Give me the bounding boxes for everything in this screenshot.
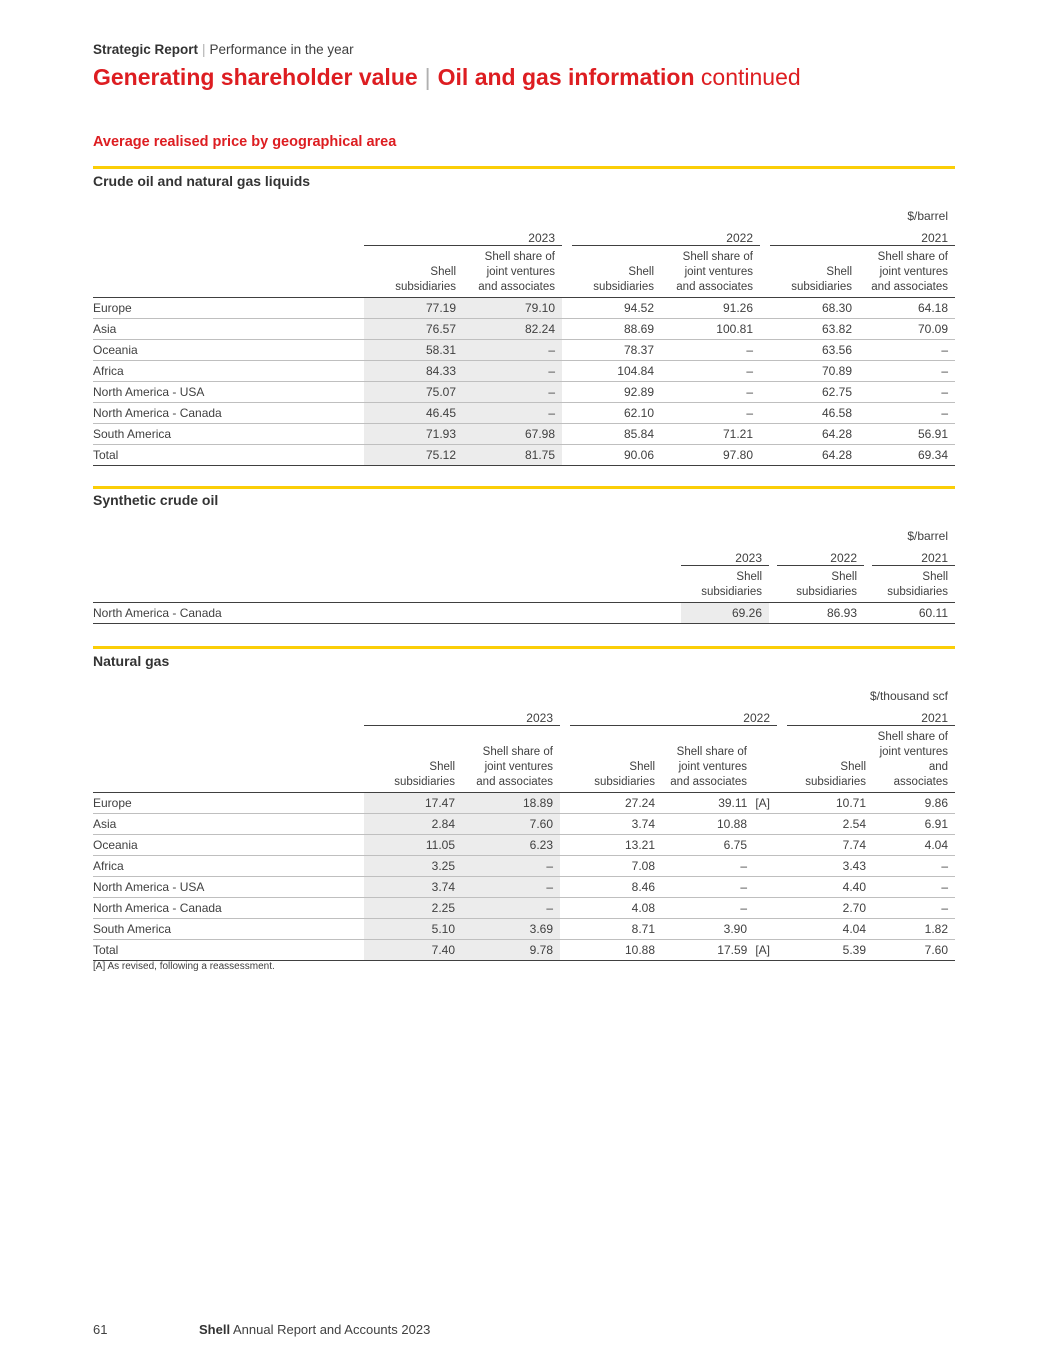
gas-table-title: Natural gas — [93, 653, 170, 669]
cell-value: 4.04 — [873, 835, 955, 856]
row-label: Asia — [93, 319, 364, 340]
cell-value: 62.10 — [572, 403, 661, 424]
cell-value: 2.25 — [364, 898, 462, 919]
cell-value: 7.60 — [873, 940, 955, 961]
table-row — [93, 340, 955, 361]
page-title-part2: Oil and gas information — [437, 64, 695, 90]
cell-value: 79.10 — [463, 298, 562, 319]
cell-value: 7.40 — [364, 940, 462, 961]
cell-value: 17.47 — [364, 793, 462, 814]
cell-value: 3.43 — [787, 856, 873, 877]
column-header: Shell subsidiaries — [364, 726, 462, 793]
cell-value: 56.91 — [859, 424, 955, 445]
cell-value: 10.71 — [787, 793, 873, 814]
table-row — [93, 319, 955, 340]
cell-value: 91.26 — [661, 298, 760, 319]
cell-value: 100.81 — [661, 319, 760, 340]
unit-label: $/thousand scf — [869, 689, 948, 703]
table-row — [93, 898, 955, 919]
cell-value: 3.74 — [364, 877, 462, 898]
cell-value: – — [662, 898, 777, 919]
cell-value: 58.31 — [364, 340, 463, 361]
cell-value: 2.84 — [364, 814, 462, 835]
table-row — [93, 835, 955, 856]
cell-value: 76.57 — [364, 319, 463, 340]
cell-value: – — [462, 877, 560, 898]
cell-value: 10.88 — [662, 814, 777, 835]
cell-value: 7.74 — [787, 835, 873, 856]
cell-value: 4.04 — [787, 919, 873, 940]
cell-value: 90.06 — [572, 445, 661, 466]
cell-value: 5.39 — [787, 940, 873, 961]
row-label: North America - Canada — [93, 898, 364, 919]
cell-value: – — [463, 382, 562, 403]
column-header: Shell share of joint ventures and associates — [859, 246, 955, 298]
year-header: 2022 — [570, 703, 777, 726]
cell-value: 62.75 — [770, 382, 859, 403]
table-row — [93, 361, 955, 382]
cell-value: – — [873, 856, 955, 877]
footer-brand: Shell — [199, 1322, 231, 1337]
column-header: Shell subsidiaries — [681, 566, 769, 603]
column-header: Shell subsidiaries — [770, 246, 859, 298]
row-label: Europe — [93, 793, 364, 814]
cell-value: 9.78 — [462, 940, 560, 961]
synthetic-crude-table — [93, 521, 955, 624]
cell-value: – — [661, 340, 760, 361]
cell-value: 68.30 — [770, 298, 859, 319]
cell-value: 78.37 — [572, 340, 661, 361]
footnote: [A] As revised, following a reassessment. — [93, 961, 275, 972]
footnote-flag: [A] — [755, 796, 770, 810]
cell-value: 60.11 — [872, 603, 955, 624]
table-row — [93, 919, 955, 940]
cell-value: 69.34 — [859, 445, 955, 466]
page-title-suffix: continued — [700, 64, 801, 90]
year-header: 2023 — [681, 543, 769, 566]
breadcrumb-section: Strategic Report — [93, 42, 199, 57]
page-title-part1: Generating shareholder value — [93, 64, 418, 90]
cell-value: 86.93 — [777, 603, 864, 624]
column-header: Shell share of joint ventures and associates — [661, 246, 760, 298]
table-divider — [93, 486, 955, 489]
cell-value: – — [859, 340, 955, 361]
cell-value: 70.89 — [770, 361, 859, 382]
year-header: 2023 — [364, 703, 560, 726]
section-title: Average realised price by geographical area — [93, 134, 397, 150]
cell-value: 11.05 — [364, 835, 462, 856]
column-header: Shell subsidiaries — [777, 566, 864, 603]
cell-value: 77.19 — [364, 298, 463, 319]
cell-value: 67.98 — [463, 424, 562, 445]
column-header: Shell subsidiaries — [872, 566, 955, 603]
synthetic-table-title: Synthetic crude oil — [93, 492, 219, 508]
cell-value: – — [873, 877, 955, 898]
cell-value: 8.46 — [570, 877, 662, 898]
cell-value: 6.75 — [662, 835, 777, 856]
cell-value: 1.82 — [873, 919, 955, 940]
cell-value: 9.86 — [873, 793, 955, 814]
table-row — [93, 298, 955, 319]
column-header: Shell subsidiaries — [364, 246, 463, 298]
row-label: North America - USA — [93, 877, 364, 898]
cell-value: 84.33 — [364, 361, 463, 382]
table-row — [93, 877, 955, 898]
cell-value: 6.23 — [462, 835, 560, 856]
table-row — [93, 424, 955, 445]
row-label: Europe — [93, 298, 364, 319]
cell-value: – — [463, 403, 562, 424]
table-row — [93, 603, 955, 624]
row-label: Oceania — [93, 340, 364, 361]
cell-value: – — [462, 856, 560, 877]
row-label: North America - Canada — [93, 603, 681, 624]
table-row — [93, 814, 955, 835]
cell-value: – — [859, 403, 955, 424]
cell-value: 3.90 — [662, 919, 777, 940]
cell-value: 63.56 — [770, 340, 859, 361]
row-label: South America — [93, 919, 364, 940]
cell-value: 8.71 — [570, 919, 662, 940]
crude-oil-table — [93, 201, 955, 466]
unit-label: $/barrel — [907, 209, 948, 223]
cell-value: 64.28 — [770, 424, 859, 445]
cell-value: – — [873, 898, 955, 919]
page-title — [93, 64, 801, 91]
column-header: Shell subsidiaries — [572, 246, 661, 298]
cell-value: 85.84 — [572, 424, 661, 445]
cell-value: 75.12 — [364, 445, 463, 466]
cell-value: 3.25 — [364, 856, 462, 877]
breadcrumb-separator: | — [202, 42, 206, 57]
row-label: North America - Canada — [93, 403, 364, 424]
breadcrumb — [93, 42, 354, 57]
title-separator: | — [424, 64, 431, 90]
year-header: 2022 — [572, 223, 760, 246]
cell-value: 4.08 — [570, 898, 662, 919]
cell-value: 6.91 — [873, 814, 955, 835]
table-row — [93, 382, 955, 403]
cell-value: – — [463, 340, 562, 361]
column-header: Shell subsidiaries — [570, 726, 662, 793]
cell-value: 64.28 — [770, 445, 859, 466]
table-row — [93, 856, 955, 877]
cell-value: 13.21 — [570, 835, 662, 856]
cell-value: 5.10 — [364, 919, 462, 940]
cell-value: 4.40 — [787, 877, 873, 898]
cell-value: 46.58 — [770, 403, 859, 424]
column-header: Shell share of joint ventures and associates — [463, 246, 562, 298]
column-header: Shell share of joint ventures and associates — [873, 726, 955, 793]
cell-value: 71.93 — [364, 424, 463, 445]
cell-value: 71.21 — [661, 424, 760, 445]
breadcrumb-subsection: Performance in the year — [209, 42, 354, 57]
cell-value: 3.74 — [570, 814, 662, 835]
cell-value: – — [661, 403, 760, 424]
footer-doc — [199, 1322, 430, 1337]
cell-value: – — [463, 361, 562, 382]
table-divider — [93, 646, 955, 649]
natural-gas-table — [93, 681, 955, 961]
row-label: Total — [93, 940, 364, 961]
cell-value: 46.45 — [364, 403, 463, 424]
column-header-row — [93, 246, 955, 298]
cell-value: 94.52 — [572, 298, 661, 319]
cell-value: 39.11 [A] — [662, 793, 777, 814]
row-label: Asia — [93, 814, 364, 835]
cell-value: 97.80 — [661, 445, 760, 466]
cell-value: 104.84 — [572, 361, 661, 382]
cell-value: 82.24 — [463, 319, 562, 340]
cell-value: – — [859, 382, 955, 403]
cell-value: 88.69 — [572, 319, 661, 340]
total-row — [93, 445, 955, 466]
cell-value: 81.75 — [463, 445, 562, 466]
year-header: 2021 — [787, 703, 955, 726]
cell-value: 17.59 [A] — [662, 940, 777, 961]
unit-label: $/barrel — [907, 529, 948, 543]
column-header: Shell subsidiaries — [787, 726, 873, 793]
row-label: North America - USA — [93, 382, 364, 403]
row-label: Oceania — [93, 835, 364, 856]
total-row — [93, 940, 955, 961]
year-header: 2021 — [872, 543, 955, 566]
cell-value: – — [462, 898, 560, 919]
crude-table-title: Crude oil and natural gas liquids — [93, 173, 311, 189]
cell-value: 3.69 — [462, 919, 560, 940]
cell-value: – — [662, 856, 777, 877]
cell-value: 18.89 — [462, 793, 560, 814]
cell-value: – — [662, 877, 777, 898]
cell-value: 27.24 — [570, 793, 662, 814]
cell-value: 70.09 — [859, 319, 955, 340]
row-label: Africa — [93, 856, 364, 877]
table-row — [93, 403, 955, 424]
cell-value: 2.54 — [787, 814, 873, 835]
row-label: South America — [93, 424, 364, 445]
cell-value: 10.88 — [570, 940, 662, 961]
cell-value: 69.26 — [681, 603, 769, 624]
cell-value: – — [661, 361, 760, 382]
cell-value: – — [661, 382, 760, 403]
cell-value: 92.89 — [572, 382, 661, 403]
row-label: Total — [93, 445, 364, 466]
table-row — [93, 793, 955, 814]
cell-value: 64.18 — [859, 298, 955, 319]
column-header-row — [93, 566, 955, 603]
column-header-row — [93, 726, 955, 793]
year-header: 2021 — [770, 223, 955, 246]
footnote-flag: [A] — [755, 943, 770, 957]
cell-value: 7.08 — [570, 856, 662, 877]
column-header: Shell share of joint ventures and associates — [662, 726, 777, 793]
page-number: 61 — [93, 1322, 108, 1337]
cell-value: – — [859, 361, 955, 382]
cell-value: 75.07 — [364, 382, 463, 403]
cell-value: 63.82 — [770, 319, 859, 340]
cell-value: 2.70 — [787, 898, 873, 919]
column-header: Shell share of joint ventures and associates — [462, 726, 560, 793]
row-label: Africa — [93, 361, 364, 382]
table-divider — [93, 166, 955, 169]
year-header: 2022 — [777, 543, 864, 566]
year-header: 2023 — [364, 223, 562, 246]
footer-doc-title: Annual Report and Accounts 2023 — [232, 1322, 431, 1337]
cell-value: 7.60 — [462, 814, 560, 835]
